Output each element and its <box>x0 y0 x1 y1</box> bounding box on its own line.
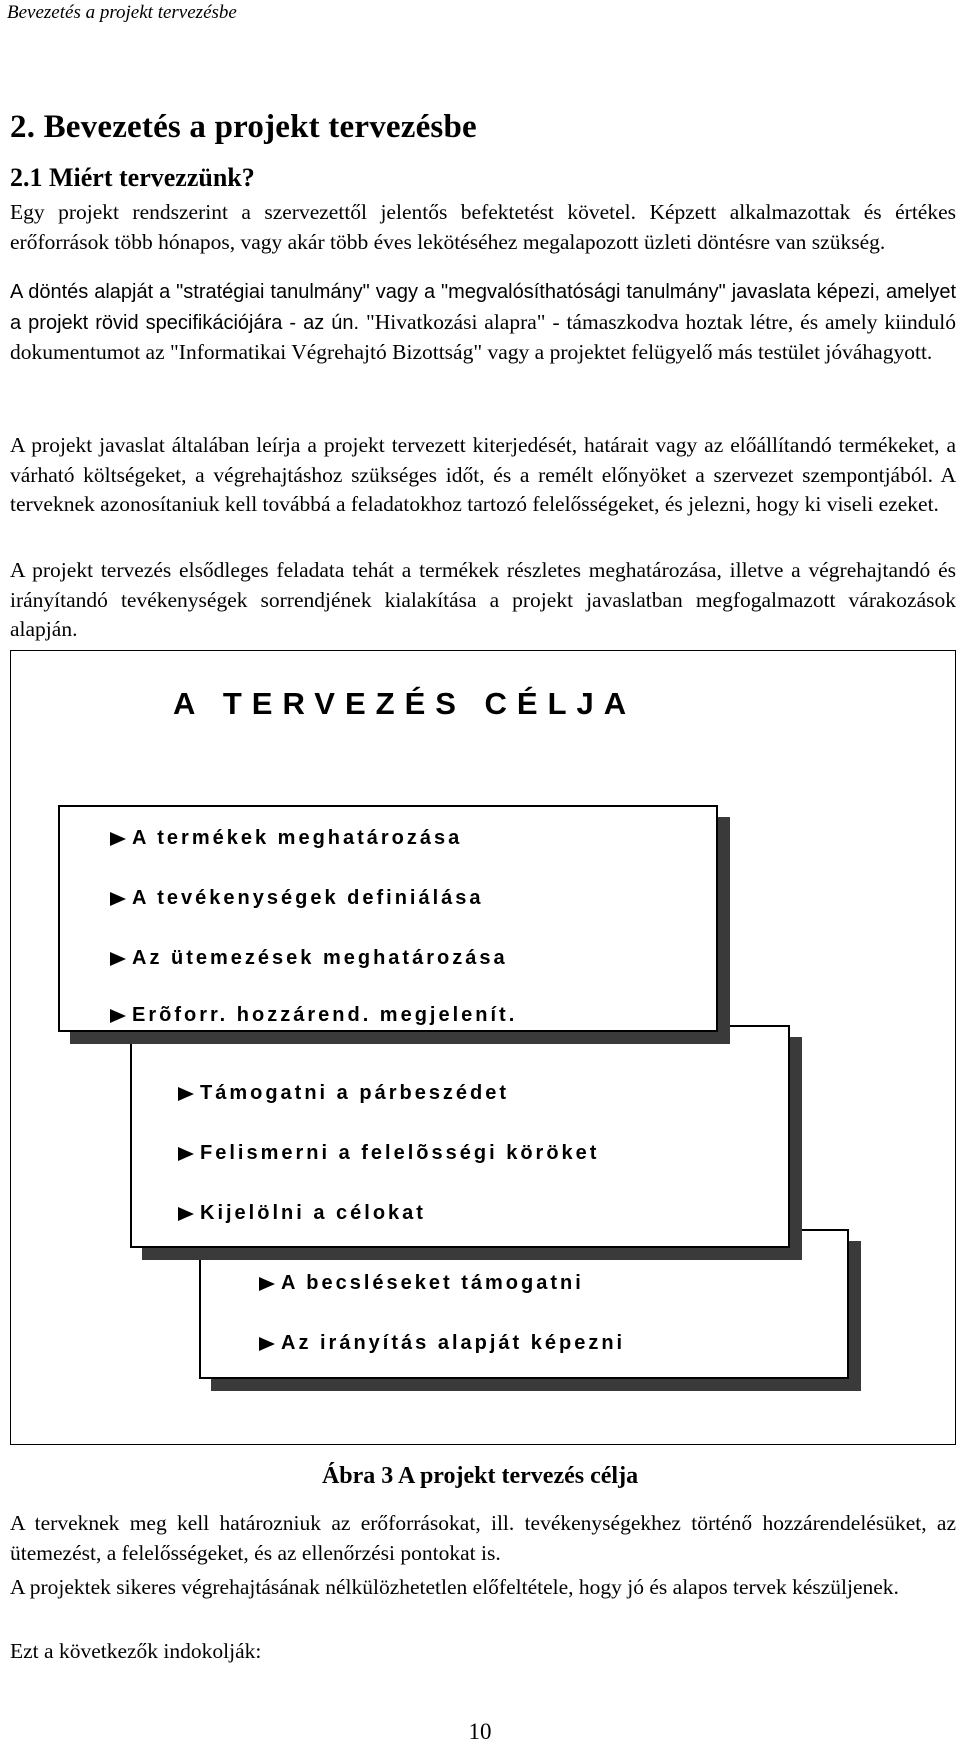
card3-item-2: Az irányítás alapját képezni <box>259 1332 625 1355</box>
card1-item-4: Erõforr. hozzárend. megjelenít. <box>110 1004 517 1027</box>
card1-item-2: A tevékenységek definiálása <box>110 887 484 910</box>
card2-item-2: Felismerni a felelõsségi köröket <box>178 1142 599 1165</box>
card2-item-3: Kijelölni a célokat <box>178 1202 426 1225</box>
card3-item-1: A becsléseket támogatni <box>259 1272 584 1295</box>
paragraph-2 <box>10 277 956 368</box>
arrow-icon <box>259 1337 275 1351</box>
card1-item-1: A termékek meghatározása <box>110 827 462 850</box>
paragraph-4: A projekt tervezés elsődleges feladata tehát a termékek részletes meghatározása, illetve a végrehajtandó és irányítandó tevékenységek sorrendjének kialakítása a projekt javaslatban megfogalmazott várakozások alapján. <box>10 558 956 641</box>
arrow-icon <box>178 1087 194 1101</box>
arrow-icon <box>178 1147 194 1161</box>
paragraph-6: A projektek sikeres végrehajtásának nélkülözhetetlen előfeltétele, hogy jó és alapos tervek készüljenek. <box>10 1575 899 1599</box>
paragraph-7: Ezt a következők indokolják: <box>10 1639 262 1663</box>
paragraph-2-sans-part: A döntés alapját a "stratégiai tanulmány" vagy a "megvalósíthatósági tanulmány" javaslata képezi, amelyet a projekt rövid specifikációjára - az ún. <box>10 281 956 334</box>
running-header: Bevezetés a projekt tervezésbe <box>7 2 237 23</box>
section-heading: 2.1 Miért tervezzünk? <box>10 163 255 192</box>
paragraph-1: Egy projekt rendszerint a szervezettől jelentős befektetést követel. Képzett alkalmazottak és értékes erőforrások több hónapos, vagy akár több éves lekötéséhez megalapozott üzleti döntésre van szükség. <box>10 200 956 254</box>
paragraph-2-serif-part: "Hivatkozási alapra" - támaszkodva hoztak létre, és amely kiinduló dokumentumot az "Informatikai Végrehajtó Bizottság" vagy a projektet felügyelő más testület jóváhagyott. <box>10 309 957 364</box>
paragraph-3: A projekt javaslat általában leírja a projekt tervezett kiterjedését, határait vagy az előállítandó termékeket, a várható költségeket, a végrehajtáshoz szükséges időt, és a remélt előnyöket a szervezet szempontjából. A terveknek azonosítaniuk kell továbbá a feladatokhoz tartozó felelősségeket, és jelezni, hogy ki viseli ezeket. <box>10 433 956 516</box>
arrow-icon <box>110 832 126 846</box>
chapter-heading: 2. Bevezetés a projekt tervezésbe <box>10 109 477 145</box>
arrow-icon <box>110 952 126 966</box>
card2-item-1: Támogatni a párbeszédet <box>178 1082 509 1105</box>
page-number: 10 <box>468 1719 492 1744</box>
arrow-icon <box>110 1009 126 1023</box>
paragraph-5: A terveknek meg kell határozniuk az erőforrásokat, ill. tevékenységekhez történő hozzárendelésüket, az ütemezést, a felelősségeket, és az ellenőrzési pontokat is. <box>10 1511 956 1565</box>
figure-title: A TERVEZÉS CÉLJA <box>173 686 637 721</box>
figure-caption: Ábra 3 A projekt tervezés célja <box>321 1463 639 1489</box>
arrow-icon <box>178 1207 194 1221</box>
card1-item-3: Az ütemezések meghatározása <box>110 947 508 970</box>
arrow-icon <box>259 1277 275 1291</box>
arrow-icon <box>110 892 126 906</box>
